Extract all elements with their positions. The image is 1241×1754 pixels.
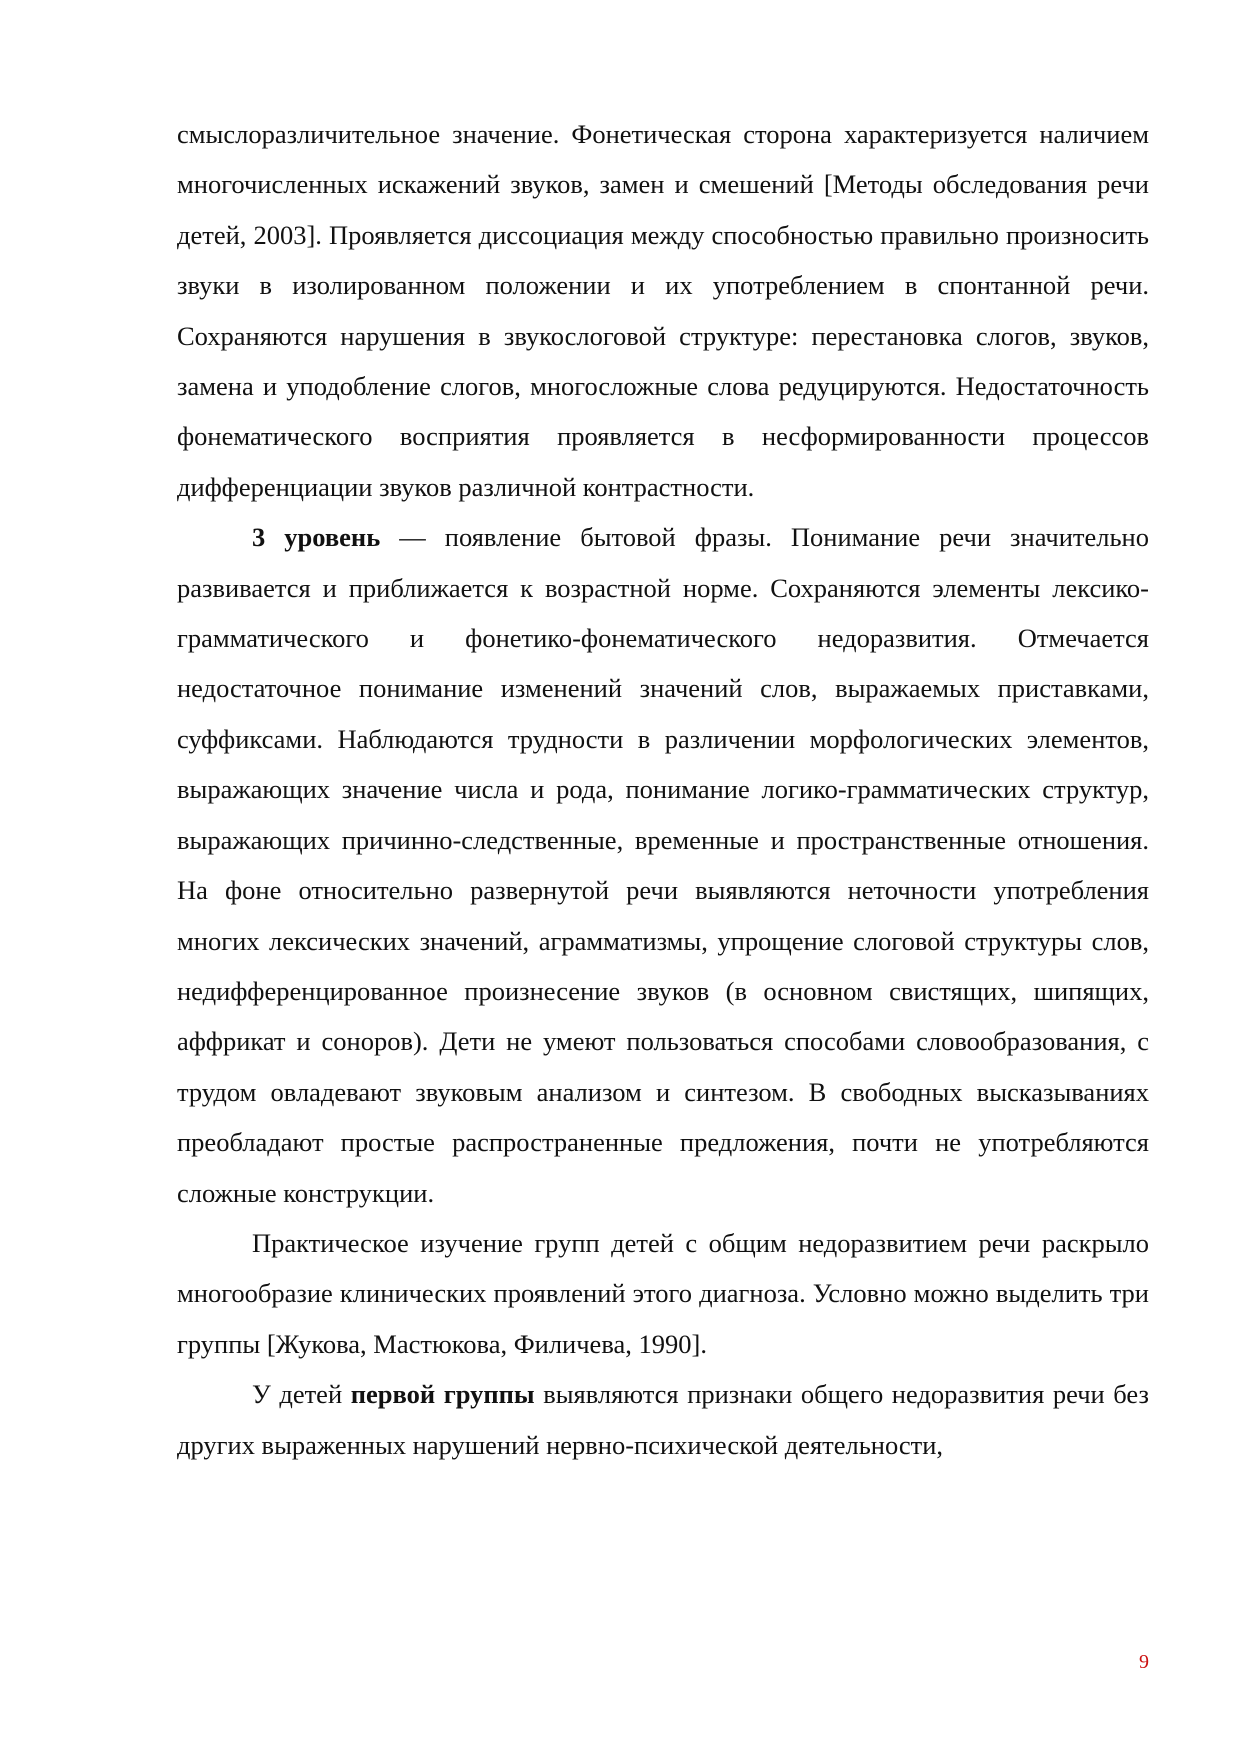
- first-group-term: первой группы: [350, 1379, 535, 1410]
- paragraph-level-3: [177, 512, 1149, 1218]
- paragraph-text: Практическое изучение групп детей с общим недоразвитием речи раскрыло многообразие клинических проявлений этого диагноза. Условно можно выделить три группы [Жукова, Мастюкова, Филичева, 1990].: [177, 1227, 1149, 1359]
- paragraph-text: выявляются признаки общего недоразвития речи без других выраженных нарушений нервно-психической деятельности,: [177, 1379, 1149, 1460]
- paragraph-practical-study: [177, 1218, 1149, 1369]
- paragraph-first-group: [177, 1369, 1149, 1470]
- paragraph-text: — появление бытовой фразы. Понимание речи значительно развивается и приближается к возрастной норме. Сохраняются элементы лексико-грамматического и фонетико-фонематического недоразвития. Отмечается недостаточное понимание изменений значений слов, выражаемых приставками, суффиксами. Наблюдаются трудности в различении морфологических элементов, выражающих значение числа и рода, понимание логико-грамматических структур, выражающих причинно-следственные, временные и пространственные отношения. На фоне относительно развернутой речи выявляются неточности употребления многих лексических значений, аграмматизмы, упрощение слоговой структуры слов, недифференцированное произнесение звуков (в основном свистящих, шипящих, аффрикат и соноров). Дети не умеют пользоваться способами словообразования, с трудом овладевают звуковым анализом и синтезом. В свободных высказываниях преобладают простые распространенные предложения, почти не употребляются сложные конструкции.: [177, 522, 1149, 1208]
- paragraph-text: смыслоразличительное значение. Фонетическая сторона характеризуется наличием многочисленных искажений звуков, замен и смешений [Методы обследования речи детей, 2003]. Проявляется диссоциация между способностью правильно произносить звуки в изолированном положении и их употреблением в спонтанной речи. Сохраняются нарушения в звукослоговой структуре: перестановка слогов, звуков, замена и уподобление слогов, многосложные слова редуцируются. Недостаточность фонематического восприятия проявляется в несформированности процессов дифференциации звуков различной контрастности.: [177, 119, 1149, 502]
- page-number: 9: [1139, 1651, 1149, 1673]
- paragraph-text: У детей: [252, 1379, 351, 1410]
- paragraph-phonetic-description: [177, 109, 1149, 512]
- level-3-heading: 3 уровень: [252, 522, 381, 553]
- document-body: [177, 109, 1149, 1470]
